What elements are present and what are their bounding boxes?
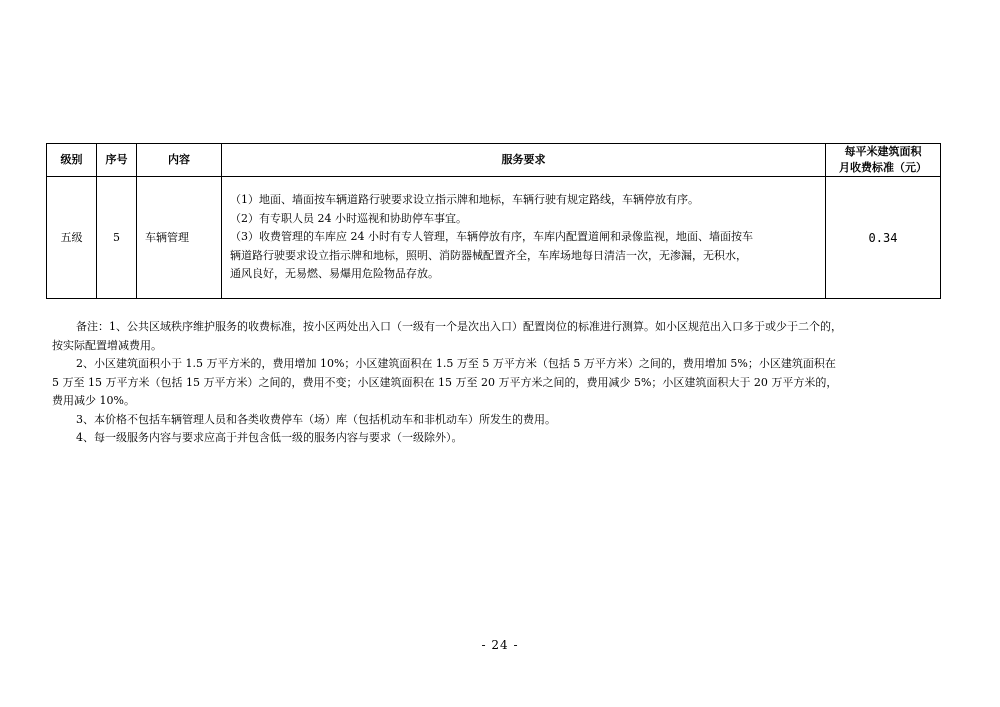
header-price-line1: 每平米建筑面积	[844, 145, 922, 158]
cell-price: 0.34	[826, 177, 941, 299]
header-content: 内容	[137, 144, 222, 177]
header-price-line2: 月收费标准（元）	[839, 161, 927, 174]
table-header-row	[47, 144, 941, 177]
header-requirements: 服务要求	[222, 144, 826, 177]
requirement-line: （2）有专职人员 24 小时巡视和协助停车事宜。	[230, 211, 467, 225]
table-row	[47, 177, 941, 299]
note-line: 4、每一级服务内容与要求应高于并包含低一级的服务内容与要求（一级除外）。	[76, 431, 463, 444]
header-seq: 序号	[97, 144, 137, 177]
cell-requirements	[222, 177, 826, 299]
page-number: - 24 -	[481, 638, 519, 652]
note-line: 5 万至 15 万平方米（包括 15 万平方米）之间的，费用不变；小区建筑面积在 15 万至 20 万平方米之间的，费用减少 5%；小区建筑面积大于 20 万平方米的，	[52, 375, 838, 389]
requirement-line: 辆道路行驶要求设立指示牌和地标，照明、消防器械配置齐全，车库场地每日清洁一次，无渗漏，无积水，	[230, 248, 747, 262]
requirement-line: 通风良好，无易燃、易爆用危险物品存放。	[230, 267, 439, 281]
header-price	[826, 144, 941, 177]
cell-seq: 5	[97, 177, 137, 299]
note-line: 按实际配置增减费用。	[52, 338, 162, 352]
requirement-line: （3）收费管理的车库应 24 小时有专人管理，车辆停放有序，车库内配置道闸和录像监视，地面、墙面按车	[230, 230, 753, 244]
note-line: 3、本价格不包括车辆管理人员和各类收费停车（场）库（包括机动车和非机动车）所发生的费用。	[76, 412, 556, 426]
notes-section	[52, 318, 942, 448]
requirement-line: （1）地面、墙面按车辆道路行驶要求设立指示牌和地标，车辆行驶有规定路线，车辆停放有序。	[230, 193, 699, 207]
note-line: 备注：1、公共区域秩序维护服务的收费标准，按小区两处出入口（一级有一个是次出入口）配置岗位的标准进行测算。如小区规范出入口多于或少于二个的，	[76, 320, 842, 333]
service-standard-table	[46, 143, 941, 299]
note-line: 费用减少 10%。	[52, 394, 135, 407]
cell-level: 五级	[47, 177, 97, 299]
cell-content: 车辆管理	[137, 177, 222, 299]
note-line: 2、小区建筑面积小于 1.5 万平方米的，费用增加 10%；小区建筑面积在 1.5 万至 5 万平方米（包括 5 万平方米）之间的，费用增加 5%；小区建筑面积在	[76, 357, 836, 370]
header-level: 级别	[47, 144, 97, 177]
